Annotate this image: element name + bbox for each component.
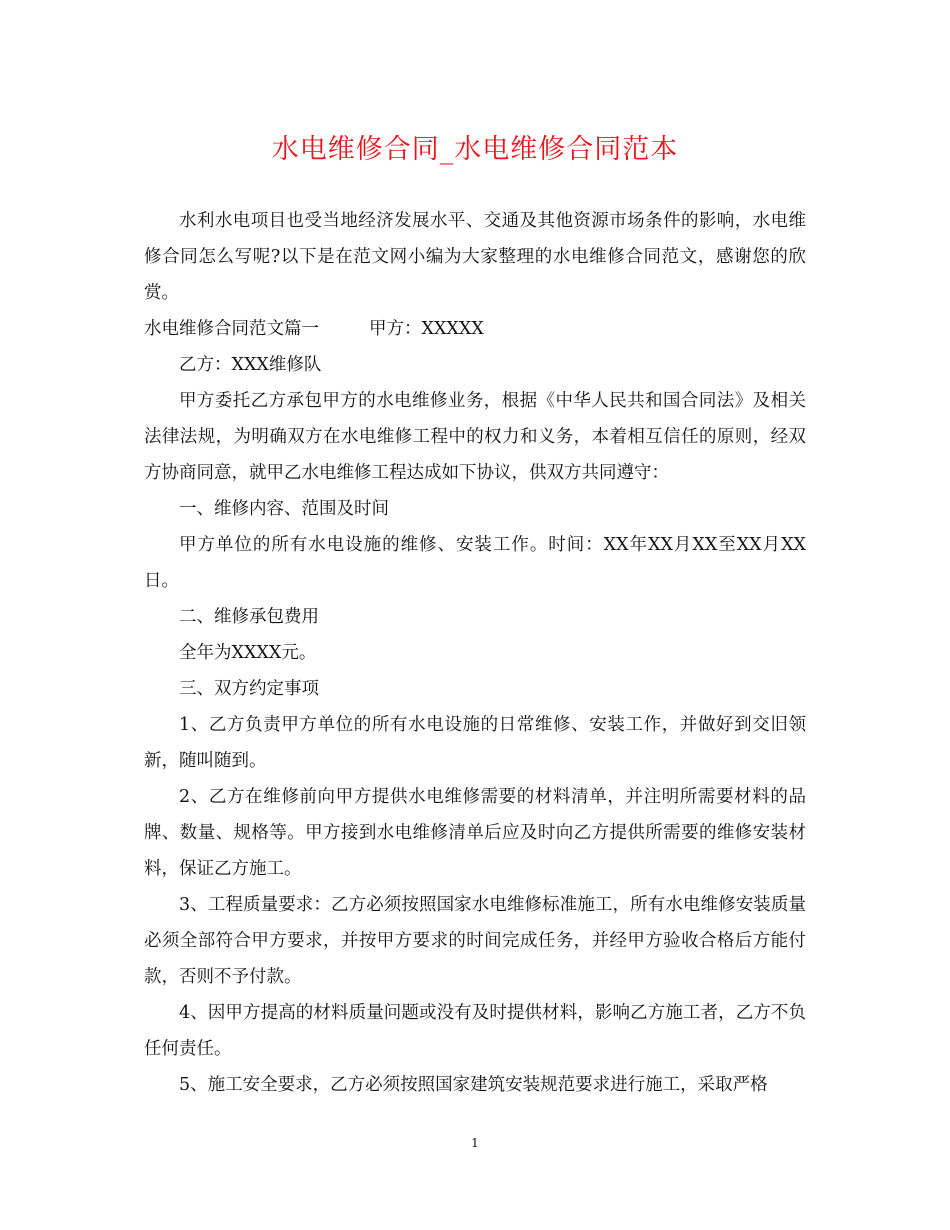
party-a: 甲方：XXXXX — [369, 319, 484, 339]
section-2-content: 全年为XXXX元。 — [179, 643, 317, 663]
sample-heading-line — [144, 311, 806, 347]
section-1-content: 甲方单位的所有水电设施的维修、安装工作。时间：XX年XX月XX至XX月XX日。 — [144, 535, 806, 591]
document-body — [144, 203, 806, 1103]
preamble-paragraph: 甲方委托乙方承包甲方的水电维修业务，根据《中华人民共和国合同法》及相关法律法规，为明确双方在水电维修工程中的权力和义务，本着相互信任的原则，经双方协商同意，就甲乙水电维修工程达成如下协议，供双方共同遵守： — [144, 391, 806, 483]
document-title: 水电维修合同_水电维修合同范本 — [271, 134, 679, 165]
sample-heading: 水电维修合同范文篇一 — [144, 319, 319, 339]
clause-3: 3、工程质量要求：乙方必须按照国家水电维修标准施工，所有水电维修安装质量必须全部符合甲方要求，并按甲方要求的时间完成任务，并经甲方验收合格后方能付款，否则不予付款。 — [144, 895, 806, 987]
section-heading-2: 二、维修承包费用 — [179, 607, 319, 627]
clause-4: 4、因甲方提高的材料质量问题或没有及时提供材料，影响乙方施工者，乙方不负任何责任。 — [144, 1003, 806, 1059]
clause-5: 5、施工安全要求，乙方必须按照国家建筑安装规范要求进行施工，采取严格 — [179, 1075, 768, 1095]
page-number: 1 — [471, 1136, 479, 1150]
clause-1: 1、乙方负责甲方单位的所有水电设施的日常维修、安装工作，并做好到交旧领新，随叫随到。 — [144, 715, 806, 771]
intro-paragraph: 水利水电项目也受当地经济发展水平、交通及其他资源市场条件的影响，水电维修合同怎么写呢?以下是在范文网小编为大家整理的水电维修合同范文，感谢您的欣赏。 — [144, 211, 806, 303]
section-heading-1: 一、维修内容、范围及时间 — [179, 499, 389, 519]
clause-2: 2、乙方在维修前向甲方提供水电维修需要的材料清单，并注明所需要材料的品牌、数量、规格等。甲方接到水电维修清单后应及时向乙方提供所需要的维修安装材料，保证乙方施工。 — [144, 787, 806, 879]
section-heading-3: 三、双方约定事项 — [179, 679, 319, 699]
party-b: 乙方：XXX维修队 — [179, 355, 322, 375]
